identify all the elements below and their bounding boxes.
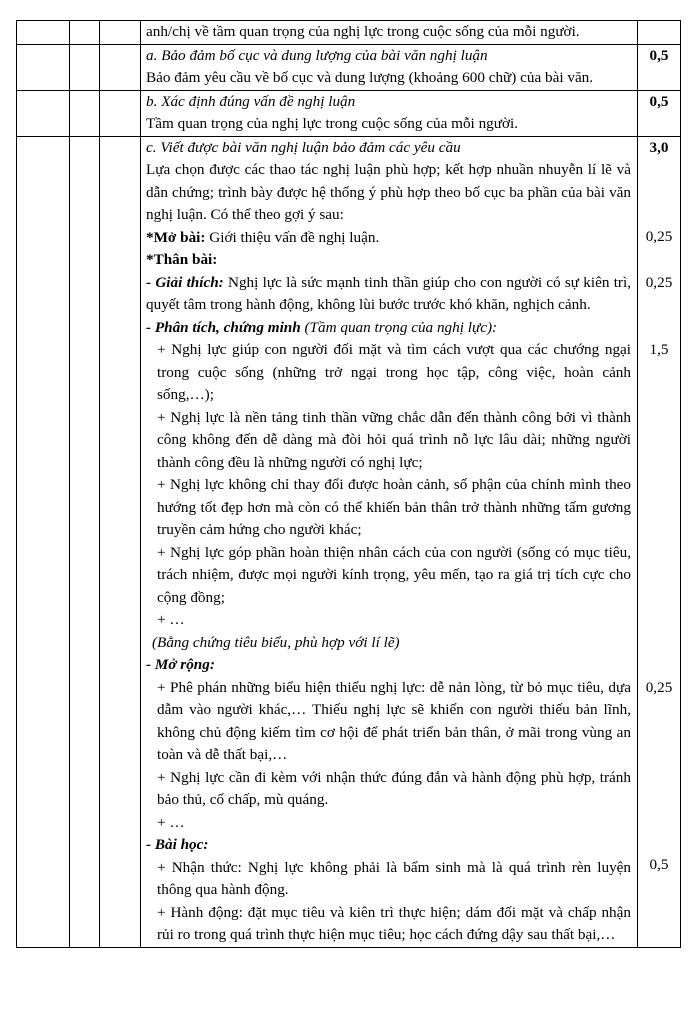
than-bai-label: *Thân bài: — [146, 251, 218, 268]
criterion-b-score: 0,5 — [649, 92, 669, 110]
cell-part — [17, 136, 70, 947]
cell-sub — [100, 90, 141, 136]
bai-hoc-label: - Bài học: — [146, 836, 209, 853]
criterion-c-intro: Lựa chọn được các thao tác nghị luận phù hợp; kết hợp nhuần nhuyễn lí lẽ và dẫn chứng; trình bày được hệ thống ý phù hợp theo bố cục ba phần của bài văn nghị luận. Có thể theo gợi ý sau: — [146, 161, 631, 223]
cell-question — [70, 136, 100, 947]
mo-bai — [146, 227, 631, 250]
giai-thich-score: 0,25 — [645, 273, 673, 291]
phan-tich-note: (Tầm quan trọng của nghị lực): — [300, 318, 498, 336]
mo-bai-label: *Mở bài: — [146, 228, 206, 246]
cell-content — [141, 21, 638, 45]
cell-content — [141, 90, 638, 136]
cell-part — [17, 44, 70, 90]
phan-tich-label: - Phân tích, chứng minh — [146, 318, 301, 336]
bai-hoc-score: 0,5 — [649, 856, 669, 873]
criterion-b-heading: b. Xác định đúng vấn đề nghị luận — [146, 92, 356, 110]
criterion-c-heading: c. Viết được bài văn nghị luận bảo đảm các yêu cầu — [146, 138, 461, 156]
giai-thich-text: Nghị lực là sức mạnh tinh thần giúp cho con người có sự kiên trì, quyết tâm trong hành động, không lùi bước trước khó khăn, nghịch cảnh. — [146, 273, 631, 313]
cell-part — [17, 90, 70, 136]
prompt-tail: anh/chị về tầm quan trọng của nghị lực trong cuộc sống của mỗi người. — [146, 23, 580, 40]
mo-bai-score: 0,25 — [645, 228, 673, 245]
criterion-a-heading: a. Bảo đảm bố cục và dung lượng của bài văn nghị luận — [146, 46, 488, 64]
table-row — [17, 136, 681, 947]
cell-score — [638, 21, 681, 45]
giai-thich-label: - Giải thích: — [146, 273, 224, 291]
mo-rong-label: - Mở rộng: — [146, 656, 215, 673]
giai-thich — [146, 272, 631, 317]
list-item: + … — [157, 813, 185, 831]
list-item: + Hành động: đặt mục tiêu và kiên trì thực hiện; dám đối mặt và chấp nhận rủi ro trong quá trình thực hiện mục tiêu; học cách đứng dậy sau thất bại,… — [157, 903, 631, 943]
cell-sub — [100, 136, 141, 947]
list-item: + Nghị lực cần đi kèm với nhận thức đúng đắn và hành động phù hợp, tránh bảo thủ, cố chấp, mù quáng. — [157, 768, 631, 808]
table-row — [17, 44, 681, 90]
list-item: + Nghị lực giúp con người đối mặt và tìm cách vượt qua các chướng ngại trong cuộc sống (những trở ngại trong học tập, công việc, hoàn cảnh sống,…); — [157, 341, 631, 403]
cell-score — [638, 136, 681, 947]
phan-tich-score: 1,5 — [649, 341, 669, 358]
cell-sub — [100, 21, 141, 45]
criterion-c-score: 3,0 — [649, 138, 669, 156]
cell-part — [17, 21, 70, 45]
list-item: + Nghị lực là nền tảng tinh thần vững chắc dẫn đến thành công bởi vì thành công không đến dễ dàng mà đòi hỏi quá trình nỗ lực lâu dài; những người thành công đều là những người có nghị lực; — [157, 408, 631, 471]
table-row — [17, 90, 681, 136]
list-item: + … — [157, 611, 185, 628]
cell-content — [141, 44, 638, 90]
cell-score — [638, 90, 681, 136]
evidence-note: (Bằng chứng tiêu biểu, phù hợp với lí lẽ) — [152, 633, 400, 651]
cell-content — [141, 136, 638, 947]
cell-sub — [100, 44, 141, 90]
list-item: + Nhận thức: Nghị lực không phải là bẩm sinh mà là quá trình rèn luyện thông qua hành động. — [157, 858, 631, 898]
grading-table — [16, 20, 681, 948]
cell-question — [70, 21, 100, 45]
cell-score — [638, 44, 681, 90]
mo-bai-text: Giới thiệu vấn đề nghị luận. — [205, 228, 380, 246]
list-item: + Phê phán những biểu hiện thiếu nghị lực: dễ nản lòng, từ bỏ mục tiêu, dựa dẫm vào người khác,… Thiếu nghị lực sẽ khiến con người thiếu bản lĩnh, không chủ động kiếm tìm cơ hội để phát triển bản thân, ở mãi trong vùng an toàn và dễ thất bại,… — [157, 678, 631, 763]
table-row — [17, 21, 681, 45]
criterion-b-body: Tầm quan trọng của nghị lực trong cuộc sống của mỗi người. — [146, 115, 519, 132]
phan-tich — [146, 317, 631, 340]
cell-question — [70, 44, 100, 90]
list-item: + Nghị lực góp phần hoàn thiện nhân cách của con người (sống có mục tiêu, trách nhiệm, được mọi người kính trọng, yêu mến, tạo ra giá trị tích cực cho cộng đồng; — [157, 543, 631, 606]
mo-rong-score: 0,25 — [645, 678, 673, 696]
list-item: + Nghị lực không chỉ thay đổi được hoàn cảnh, số phận của chính mình theo hướng tốt đẹp hơn mà còn có thể khiến bản thân trở thành những tấm gương truyền cảm hứng cho người khác; — [157, 476, 631, 538]
criterion-a-score: 0,5 — [649, 46, 669, 64]
cell-question — [70, 90, 100, 136]
criterion-a-body: Bảo đảm yêu cầu về bố cục và dung lượng (khoảng 600 chữ) của bài văn. — [146, 69, 594, 86]
